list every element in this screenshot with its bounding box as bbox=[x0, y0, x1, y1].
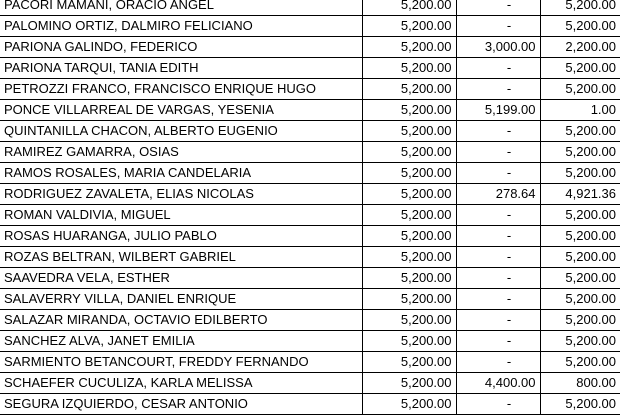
gross-amount-cell: 5,200.00 bbox=[362, 268, 456, 289]
employee-name-cell: SAAVEDRA VELA, ESTHER bbox=[0, 268, 362, 289]
gross-amount-cell: 5,200.00 bbox=[362, 142, 456, 163]
table-row bbox=[0, 184, 620, 205]
employee-name-cell: SANCHEZ ALVA, JANET EMILIA bbox=[0, 331, 362, 352]
gross-amount-cell: 5,200.00 bbox=[362, 310, 456, 331]
deduction-amount-cell: - bbox=[456, 142, 540, 163]
net-amount-cell: 5,200.00 bbox=[540, 163, 620, 184]
deduction-amount-cell: - bbox=[456, 79, 540, 100]
table-row bbox=[0, 0, 620, 16]
employee-name-cell: ROZAS BELTRAN, WILBERT GABRIEL bbox=[0, 247, 362, 268]
net-amount-cell: 5,200.00 bbox=[540, 121, 620, 142]
employee-name-cell: PARIONA TARQUI, TANIA EDITH bbox=[0, 58, 362, 79]
net-amount-cell: 4,921.36 bbox=[540, 184, 620, 205]
deduction-amount-cell: - bbox=[456, 247, 540, 268]
table-row bbox=[0, 373, 620, 394]
gross-amount-cell: 5,200.00 bbox=[362, 0, 456, 16]
employee-name-cell: ROSAS HUARANGA, JULIO PABLO bbox=[0, 226, 362, 247]
net-amount-cell: 5,200.00 bbox=[540, 247, 620, 268]
net-amount-cell: 5,200.00 bbox=[540, 268, 620, 289]
deduction-amount-cell: 3,000.00 bbox=[456, 37, 540, 58]
table-row bbox=[0, 100, 620, 121]
employee-name-cell: PETROZZI FRANCO, FRANCISCO ENRIQUE HUGO bbox=[0, 79, 362, 100]
deduction-amount-cell: - bbox=[456, 163, 540, 184]
net-amount-cell: 5,200.00 bbox=[540, 16, 620, 37]
employee-name-cell: SCHAEFER CUCULIZA, KARLA MELISSA bbox=[0, 373, 362, 394]
table-row bbox=[0, 79, 620, 100]
table-row bbox=[0, 268, 620, 289]
employee-name-cell: PARIONA GALINDO, FEDERICO bbox=[0, 37, 362, 58]
gross-amount-cell: 5,200.00 bbox=[362, 184, 456, 205]
gross-amount-cell: 5,200.00 bbox=[362, 226, 456, 247]
employee-name-cell: QUINTANILLA CHACON, ALBERTO EUGENIO bbox=[0, 121, 362, 142]
gross-amount-cell: 5,200.00 bbox=[362, 352, 456, 373]
deduction-amount-cell: - bbox=[456, 121, 540, 142]
gross-amount-cell: 5,200.00 bbox=[362, 163, 456, 184]
net-amount-cell: 5,200.00 bbox=[540, 352, 620, 373]
table-row bbox=[0, 352, 620, 373]
deduction-amount-cell: 4,400.00 bbox=[456, 373, 540, 394]
table-row bbox=[0, 289, 620, 310]
gross-amount-cell: 5,200.00 bbox=[362, 121, 456, 142]
table-row bbox=[0, 37, 620, 58]
net-amount-cell: 1.00 bbox=[540, 100, 620, 121]
table-row bbox=[0, 163, 620, 184]
deduction-amount-cell: - bbox=[456, 394, 540, 415]
deduction-amount-cell: - bbox=[456, 226, 540, 247]
net-amount-cell: 5,200.00 bbox=[540, 394, 620, 415]
deduction-amount-cell: - bbox=[456, 268, 540, 289]
deduction-amount-cell: - bbox=[456, 352, 540, 373]
gross-amount-cell: 5,200.00 bbox=[362, 79, 456, 100]
gross-amount-cell: 5,200.00 bbox=[362, 100, 456, 121]
gross-amount-cell: 5,200.00 bbox=[362, 373, 456, 394]
gross-amount-cell: 5,200.00 bbox=[362, 331, 456, 352]
employee-name-cell: SARMIENTO BETANCOURT, FREDDY FERNANDO bbox=[0, 352, 362, 373]
table-row bbox=[0, 142, 620, 163]
deduction-amount-cell: - bbox=[456, 205, 540, 226]
table-row bbox=[0, 310, 620, 331]
employee-name-cell: PACORI MAMANI, ORACIO ANGEL bbox=[0, 0, 362, 16]
gross-amount-cell: 5,200.00 bbox=[362, 37, 456, 58]
table-row bbox=[0, 205, 620, 226]
employee-name-cell: RODRIGUEZ ZAVALETA, ELIAS NICOLAS bbox=[0, 184, 362, 205]
employee-name-cell: RAMIREZ GAMARRA, OSIAS bbox=[0, 142, 362, 163]
employee-name-cell: PONCE VILLARREAL DE VARGAS, YESENIA bbox=[0, 100, 362, 121]
table-row bbox=[0, 16, 620, 37]
net-amount-cell: 5,200.00 bbox=[540, 289, 620, 310]
deduction-amount-cell: - bbox=[456, 310, 540, 331]
employee-name-cell: SEGURA IZQUIERDO, CESAR ANTONIO bbox=[0, 394, 362, 415]
net-amount-cell: 5,200.00 bbox=[540, 310, 620, 331]
employee-name-cell: RAMOS ROSALES, MARIA CANDELARIA bbox=[0, 163, 362, 184]
employee-name-cell: SALAVERRY VILLA, DANIEL ENRIQUE bbox=[0, 289, 362, 310]
gross-amount-cell: 5,200.00 bbox=[362, 205, 456, 226]
table-row bbox=[0, 394, 620, 415]
table-row bbox=[0, 121, 620, 142]
deduction-amount-cell: - bbox=[456, 58, 540, 79]
employee-name-cell: ROMAN VALDIVIA, MIGUEL bbox=[0, 205, 362, 226]
deduction-amount-cell: - bbox=[456, 0, 540, 16]
net-amount-cell: 2,200.00 bbox=[540, 37, 620, 58]
net-amount-cell: 5,200.00 bbox=[540, 142, 620, 163]
net-amount-cell: 800.00 bbox=[540, 373, 620, 394]
deduction-amount-cell: 5,199.00 bbox=[456, 100, 540, 121]
gross-amount-cell: 5,200.00 bbox=[362, 58, 456, 79]
gross-amount-cell: 5,200.00 bbox=[362, 289, 456, 310]
deduction-amount-cell: - bbox=[456, 289, 540, 310]
employee-name-cell: SALAZAR MIRANDA, OCTAVIO EDILBERTO bbox=[0, 310, 362, 331]
net-amount-cell: 5,200.00 bbox=[540, 205, 620, 226]
deduction-amount-cell: 278.64 bbox=[456, 184, 540, 205]
table-row bbox=[0, 247, 620, 268]
net-amount-cell: 5,200.00 bbox=[540, 0, 620, 16]
table-row bbox=[0, 331, 620, 352]
deduction-amount-cell: - bbox=[456, 331, 540, 352]
deduction-amount-cell: - bbox=[456, 16, 540, 37]
employee-name-cell: PALOMINO ORTIZ, DALMIRO FELICIANO bbox=[0, 16, 362, 37]
net-amount-cell: 5,200.00 bbox=[540, 79, 620, 100]
gross-amount-cell: 5,200.00 bbox=[362, 247, 456, 268]
net-amount-cell: 5,200.00 bbox=[540, 226, 620, 247]
net-amount-cell: 5,200.00 bbox=[540, 331, 620, 352]
table-row bbox=[0, 58, 620, 79]
net-amount-cell: 5,200.00 bbox=[540, 58, 620, 79]
table-row bbox=[0, 226, 620, 247]
gross-amount-cell: 5,200.00 bbox=[362, 394, 456, 415]
gross-amount-cell: 5,200.00 bbox=[362, 16, 456, 37]
